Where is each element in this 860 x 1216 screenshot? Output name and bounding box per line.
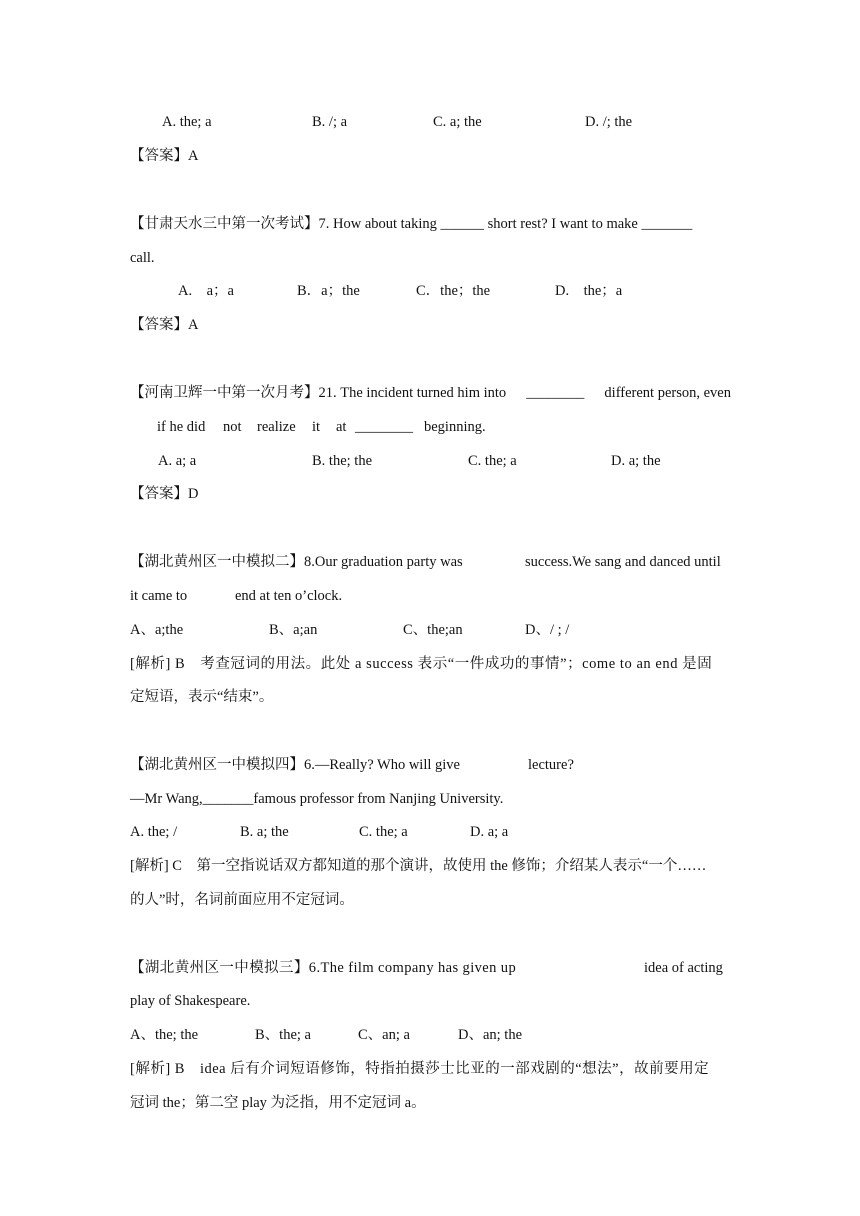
option-d: D. a; a (470, 824, 509, 840)
stem-text: lecture? (528, 757, 574, 773)
option-b: B、the; a (255, 1027, 311, 1043)
analysis: [解析] B 考查冠词的用法。此处 a success 表示“一件成功的事情”；come to an end 是固 (130, 656, 713, 672)
analysis: [解析] C 第一空指说话双方都知道的那个演讲，故使用 the 修饰；介绍某人表示“一个…… (130, 858, 707, 874)
stem-word: if he did (157, 419, 206, 435)
question-stem (130, 383, 731, 403)
stem-text: idea of acting (644, 960, 723, 976)
stem-text: 【甘肃天水三中第一次考试】7. How about taking ______ short rest? I want to make _______ (130, 216, 693, 232)
option-a: A. the; / (130, 824, 178, 840)
question-stem-cont: —Mr Wang,_______famous professor from Nanjing University. (130, 791, 504, 807)
stem-text: 【湖北黄州区一中模拟二】8.Our graduation party was (130, 554, 463, 570)
option-a: A. a；a (178, 283, 234, 299)
blank: ________ (526, 385, 585, 401)
option-a: A、the; the (130, 1027, 199, 1043)
option-a: A. a; a (158, 453, 197, 469)
analysis: [解析] B idea 后有介词短语修饰，特指拍摄莎士比亚的一部戏剧的“想法”，故前要用定 (130, 1061, 710, 1077)
answer: 【答案】A (130, 317, 199, 333)
stem-text: it came to (130, 588, 188, 604)
question-stem (130, 214, 731, 234)
stem-word: not (223, 419, 242, 435)
option-c: C. the; a (359, 824, 408, 840)
option-c: C. a; the (433, 114, 482, 130)
analysis-cont: 定短语，表示“结束”。 (130, 689, 274, 705)
option-b: B. /; a (312, 114, 348, 130)
analysis-cont: 冠词 the；第二空 play 为泛指，用不定冠词 a。 (130, 1095, 426, 1111)
stem-word: beginning. (424, 419, 486, 435)
analysis-cont: 的人”时，名词前面应用不定冠词。 (130, 892, 354, 908)
stem-text: 【湖北黄州区一中模拟三】6.The film company has given up (130, 960, 517, 976)
stem-word: at (336, 419, 347, 435)
question-stem-cont: play of Shakespeare. (130, 993, 251, 1009)
stem-word: it (312, 419, 321, 435)
option-b: B. the; the (312, 453, 373, 469)
option-d: D、an; the (458, 1027, 523, 1043)
option-a: A. the; a (162, 114, 212, 130)
question-stem-cont: call. (130, 250, 155, 266)
stem-text: 【河南卫辉一中第一次月考】21. The incident turned him into (130, 385, 507, 401)
option-c: C．the；the (416, 283, 491, 299)
option-b: B. a; the (240, 824, 289, 840)
option-c: C、the;an (403, 622, 463, 638)
stem-word: realize (257, 419, 296, 435)
option-d: D. the；a (555, 283, 623, 299)
stem-text: end at ten o’clock. (235, 588, 343, 604)
option-d: D. a; the (611, 453, 661, 469)
stem-text: success.We sang and danced until (525, 554, 721, 570)
option-c: C、an; a (358, 1027, 410, 1043)
answer: 【答案】A (130, 148, 199, 164)
option-c: C. the; a (468, 453, 517, 469)
stem-text: different person, even (604, 385, 731, 401)
option-d: D、/ ; / (525, 622, 570, 638)
blank: ________ (355, 419, 413, 435)
answer: 【答案】D (130, 486, 199, 502)
option-d: D. /; the (585, 114, 633, 130)
stem-text: 【湖北黄州区一中模拟四】6.—Really? Who will give (130, 757, 460, 773)
option-a: A、a;the (130, 622, 184, 638)
option-b: B、a;an (269, 622, 318, 638)
option-b: B．a；the (297, 283, 360, 299)
